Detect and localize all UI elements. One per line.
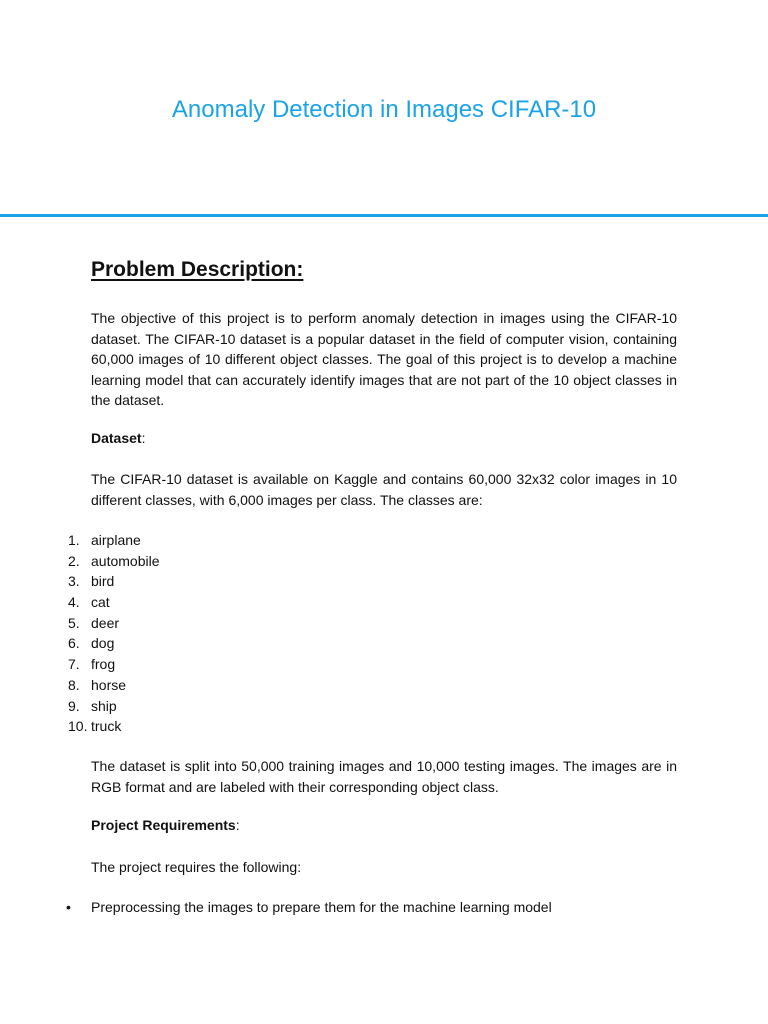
dataset-label-text: Dataset (91, 430, 142, 446)
list-item (0, 613, 768, 634)
list-item-label: truck (91, 718, 122, 735)
class-list (0, 530, 768, 737)
problem-heading: Problem Description: (91, 258, 304, 281)
list-item (0, 633, 768, 654)
list-item-number: 9. (68, 697, 80, 714)
list-item-label: deer (91, 614, 120, 631)
list-item (0, 592, 768, 613)
dataset-paragraph: The CIFAR-10 dataset is available on Kaggle and contains 60,000 32x32 color images in 10 different classes, with 6,000 images per class. The classes are: (91, 471, 677, 508)
dataset-label (91, 430, 145, 446)
list-item (0, 551, 768, 572)
requirement-text: Preprocessing the images to prepare them for the machine learning model (91, 899, 552, 915)
dataset-label-colon: : (141, 430, 146, 446)
list-item-label: cat (91, 594, 110, 611)
list-item-label: automobile (91, 552, 160, 569)
requirements-label-colon: : (235, 817, 240, 833)
list-item (0, 654, 768, 675)
list-item-number: 8. (68, 676, 80, 693)
list-item-number: 2. (68, 552, 80, 569)
intro-paragraph: The objective of this project is to perform anomaly detection in images using the CIFAR-10 dataset. The CIFAR-10 dataset is a popular dataset in the field of computer vision, containing 60,000 images of 10 different object classes. The goal of this project is to develop a machine learning model that can accurately identify images that are not part of the 10 object classes in the dataset. (91, 310, 677, 409)
list-item-number: 4. (68, 594, 80, 611)
list-item (0, 696, 768, 717)
list-item-label: dog (91, 635, 115, 652)
list-item-number: 3. (68, 573, 80, 590)
bullet-icon: • (66, 899, 71, 915)
requirements-intro: The project requires the following: (91, 859, 302, 875)
list-item (0, 675, 768, 696)
list-item (0, 716, 768, 737)
split-paragraph: The dataset is split into 50,000 training images and 10,000 testing images. The images are in RGB format and are labeled with their corresponding object class. (91, 758, 677, 795)
list-item-number: 7. (68, 656, 80, 673)
list-item-label: frog (91, 656, 116, 673)
list-item-label: horse (91, 676, 127, 693)
requirements-label-text: Project Requirements (91, 817, 236, 833)
title-divider (0, 214, 768, 217)
list-item-label: bird (91, 573, 115, 590)
requirements-label (91, 817, 240, 833)
list-item (0, 530, 768, 551)
list-item-number: 1. (68, 532, 80, 548)
list-item-label: airplane (91, 532, 141, 548)
list-item-number: 6. (68, 635, 80, 652)
list-item (0, 571, 768, 592)
list-item-number: 5. (68, 614, 80, 631)
list-item-label: ship (91, 697, 117, 714)
document-title: Anomaly Detection in Images CIFAR-10 (171, 96, 597, 123)
list-item-number: 10. (68, 718, 88, 735)
